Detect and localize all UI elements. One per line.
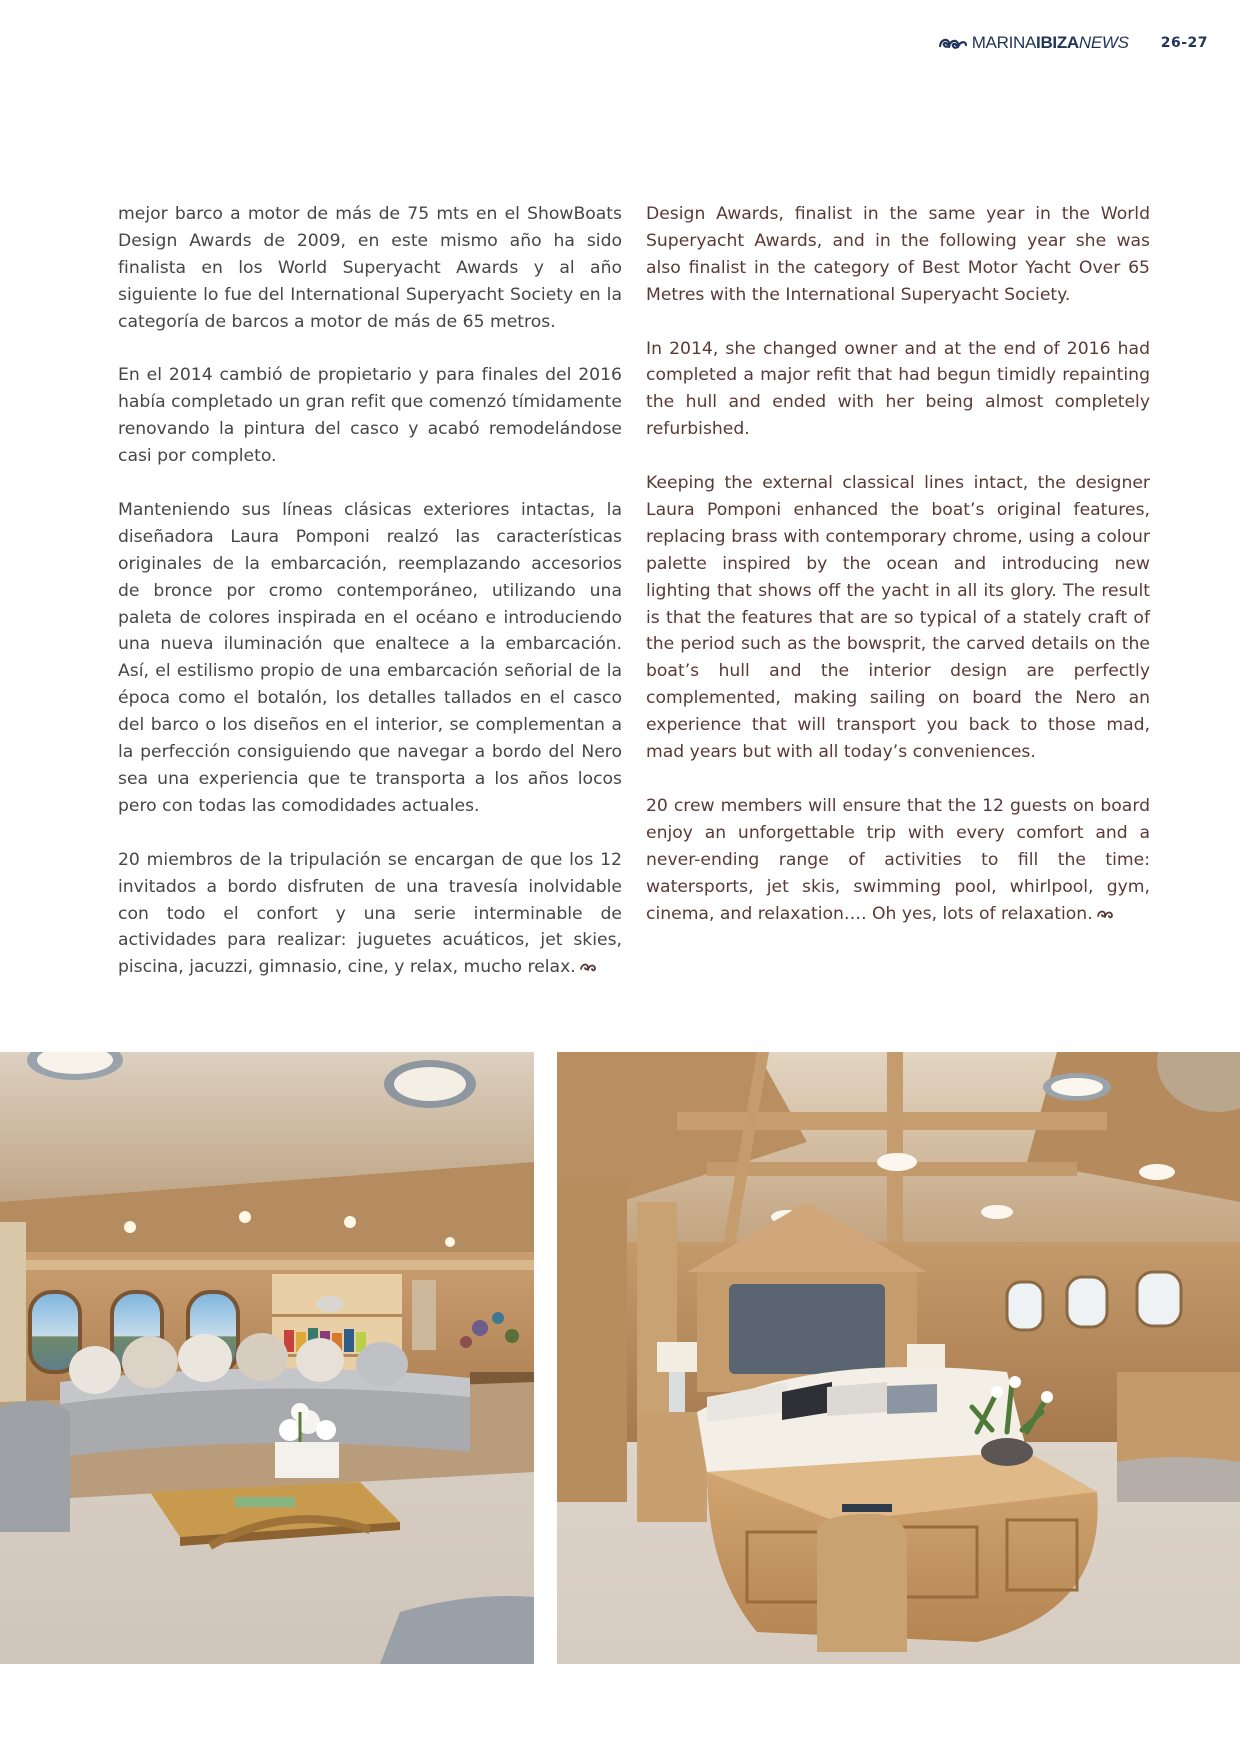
es-paragraph-3: Manteniendo sus líneas clásicas exteriores intactas, la diseñadora Laura Pomponi realzó las características originales de la embarcación, reemplazando accesorios de bronce por cromo contemporáneo, utilizando una paleta de colores inspirada en el océano e introduciendo una nueva iluminación que enaltece a la embarcación. Así, el estilismo propio de una embarcación señorial de la época como el botalón, los detalles tallados en el casco del barco o los diseños en el interior, se complementan a la perfección consiguiendo que navegar a bordo del Nero sea una experiencia que te transporta a los años locos pero con todas las comodidades actuales.	[118, 499, 622, 816]
brand-logo	[938, 33, 1129, 53]
spanish-column	[118, 201, 622, 1008]
es-paragraph-4: 20 miembros de la tripulación se encargan de que los 12 invitados a bordo disfruten de una travesía inolvidable con todo el confort y una serie interminable de actividades para realizar: juguetes acuáticos, jet skies, piscina, jacuzzi, gimnasio, cine, y relax, mucho relax.	[118, 849, 622, 978]
end-mark-icon	[1097, 908, 1115, 919]
brand-marina: MARINA	[971, 33, 1037, 52]
en-paragraph-2: In 2014, she changed owner and at the end of 2016 had completed a major refit that had begun timidly repainting the hull and ended with her being almost completely refurbished.	[646, 338, 1150, 440]
es-paragraph-2: En el 2014 cambió de propietario y para finales del 2016 había completado un gran refit que comenzó tímidamente renovando la pintura del casco y acabó remodelándose casi por completo.	[118, 365, 622, 467]
english-column	[646, 201, 1150, 954]
es-paragraph-4-wrap	[118, 847, 622, 982]
en-paragraph-3: Keeping the external classical lines intact, the designer Laura Pomponi enhanced the boat’s original features, replacing brass with contemporary chrome, using a colour palette inspired by the ocean and introducing new lighting that shows off the yacht in all its glory. The result is that the features that are so typical of a stately craft of the period such as the bowsprit, the carved details on the boat’s hull and the interior design are perfectly complemented, making sailing on board the Nero an experience that will transport you back to those mad, mad years but with all today’s conveniences.	[646, 473, 1150, 763]
brand-ibiza: IBIZA	[1036, 33, 1079, 52]
es-paragraph-1: mejor barco a motor de más de 75 mts en el ShowBoats Design Awards de 2009, en este mismo año ha sido finalista en los World Superyacht Awards y al año siguiente lo fue del International Superyacht Society en la categoría de barcos a motor de más de 65 metros.	[118, 204, 622, 332]
brand-news: NEWS	[1078, 33, 1129, 52]
brand-wordmark	[972, 33, 1129, 53]
page-header	[938, 30, 1208, 56]
en-paragraph-4-wrap	[646, 793, 1150, 928]
end-mark-icon	[580, 961, 598, 972]
en-paragraph-4: 20 crew members will ensure that the 12 guests on board enjoy an unforgettable trip with every comfort and a never-ending range of activities to fill the time: watersports, jet skis, swimming pool, whirlpool, gym, cinema, and relaxation…. Oh yes, lots of relaxation.	[646, 795, 1150, 924]
master-cabin-photo	[557, 1052, 1240, 1664]
salon-photo	[0, 1052, 534, 1664]
page-numbers: 26-27	[1160, 35, 1208, 51]
en-paragraph-1: Design Awards, finalist in the same year in the World Superyacht Awards, and in the following year she was also finalist in the category of Best Motor Yacht Over 65 Metres with the International Superyacht Society.	[646, 204, 1150, 305]
wave-scroll-icon	[938, 35, 968, 51]
